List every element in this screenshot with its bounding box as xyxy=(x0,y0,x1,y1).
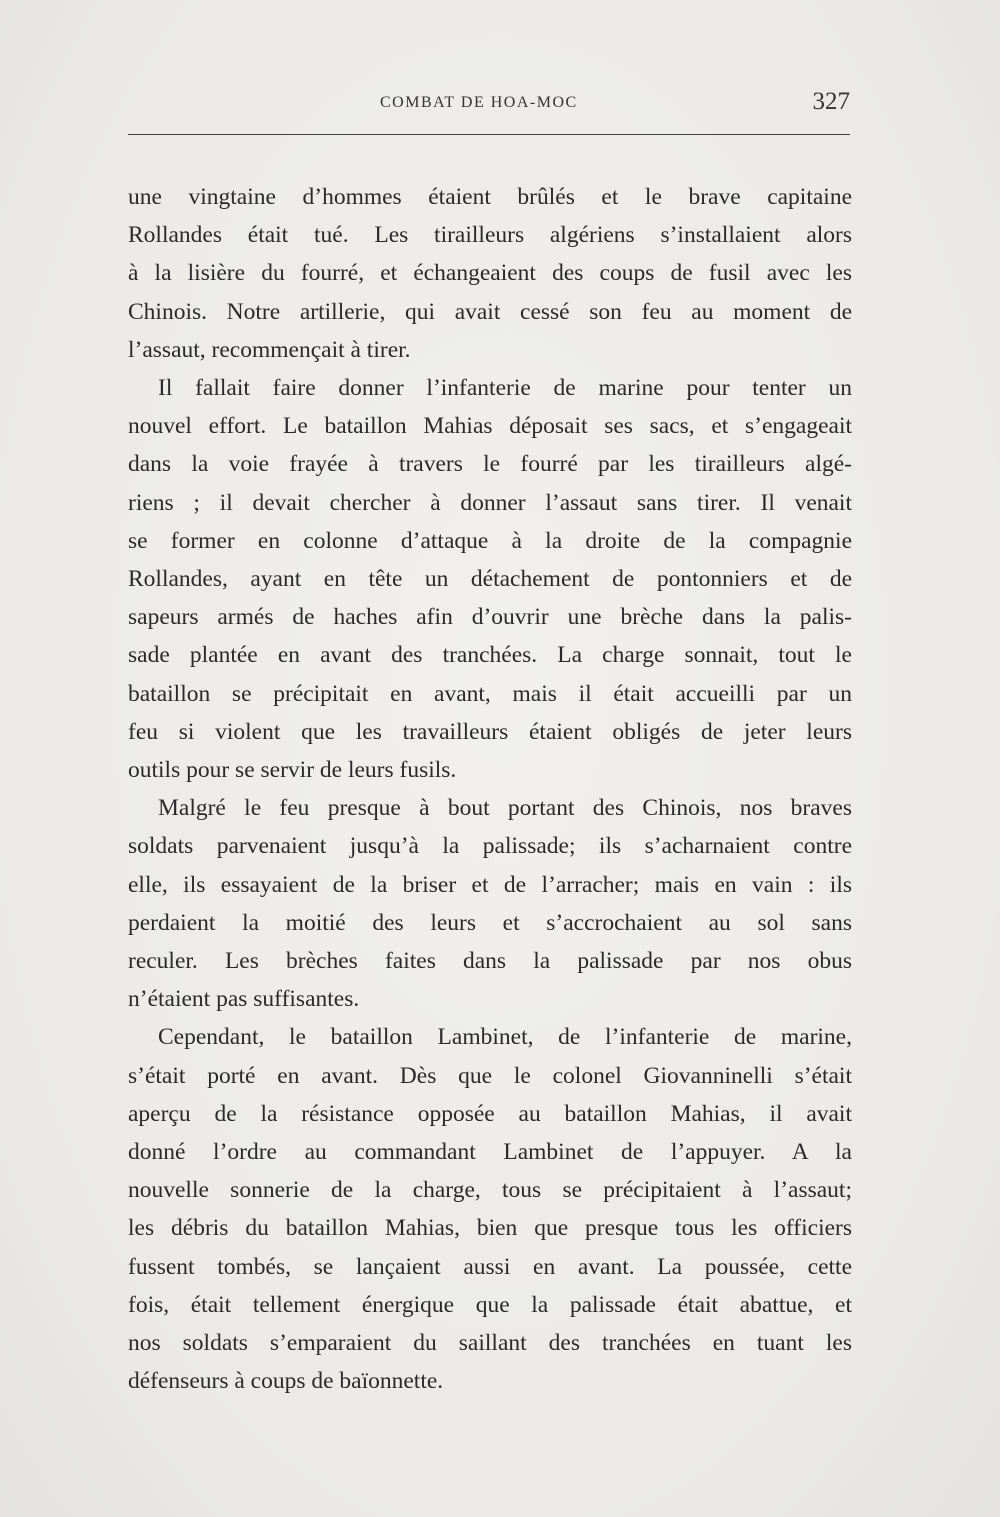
text-line: outils pour se servir de leurs fusils. xyxy=(128,757,457,784)
text-line: les débris du bataillon Mahias, bien que presque tous les officiers xyxy=(128,1215,852,1242)
text-line: fussent tombés, se lançaient aussi en avant. La poussée, cette xyxy=(128,1253,852,1280)
text-line: nouvel effort. Le bataillon Mahias déposait ses sacs, et s’engageait xyxy=(128,413,852,440)
text-line: l’assaut, recommençait à tirer. xyxy=(128,336,411,363)
text-line: perdaient la moitié des leurs et s’accrochaient au sol sans xyxy=(128,909,852,936)
text-line: bataillon se précipitait en avant, mais il était accueilli par un xyxy=(128,680,852,707)
text-line: Malgré le feu presque à bout portant des Chinois, nos braves xyxy=(158,795,852,822)
text-line: sade plantée en avant des tranchées. La charge sonnait, tout le xyxy=(128,642,852,669)
text-line: dans la voie frayée à travers le fourré par les tirailleurs algé- xyxy=(128,451,852,478)
text-line: donné l’ordre au commandant Lambinet de l’appuyer. A la xyxy=(128,1139,852,1166)
text-line: reculer. Les brèches faites dans la palissade par nos obus xyxy=(128,948,852,975)
body-text xyxy=(128,178,852,1401)
text-line: soldats parvenaient jusqu’à la palissade; ils s’acharnaient contre xyxy=(128,833,852,860)
text-line: elle, ils essayaient de la briser et de l’arracher; mais en vain : ils xyxy=(128,871,852,898)
running-head xyxy=(128,88,850,120)
text-line: riens ; il devait chercher à donner l’assaut sans tirer. Il venait xyxy=(128,489,852,516)
text-line: Cependant, le bataillon Lambinet, de l’infanterie de marine, xyxy=(158,1024,852,1051)
paragraph xyxy=(128,1018,852,1400)
text-line: se former en colonne d’attaque à la droite de la compagnie xyxy=(128,527,852,554)
page-number: 327 xyxy=(812,88,850,115)
text-line: Chinois. Notre artillerie, qui avait cessé son feu au moment de xyxy=(128,298,852,325)
text-line: n’étaient pas suffisantes. xyxy=(128,986,360,1013)
paragraph xyxy=(128,369,852,789)
text-line: s’était porté en avant. Dès que le colonel Giovanninelli s’était xyxy=(128,1062,852,1089)
text-line: une vingtaine d’hommes étaient brûlés et le brave capitaine xyxy=(128,184,852,210)
running-title: COMBAT DE HOA-MOC xyxy=(380,94,578,111)
text-line: défenseurs à coups de baïonnette. xyxy=(128,1368,444,1395)
text-line: feu si violent que les travailleurs étaient obligés de jeter leurs xyxy=(128,718,852,745)
text-line: Rollandes, ayant en tête un détachement de pontonniers et de xyxy=(128,566,852,593)
text-line: Rollandes était tué. Les tirailleurs algériens s’installaient alors xyxy=(128,222,852,249)
text-line: à la lisière du fourré, et échangeaient des coups de fusil avec les xyxy=(128,260,852,287)
header-rule xyxy=(128,134,850,135)
text-line: nos soldats s’emparaient du saillant des tranchées en tuant les xyxy=(128,1330,852,1357)
text-line: Il fallait faire donner l’infanterie de marine pour tenter un xyxy=(158,375,852,402)
text-line: fois, était tellement énergique que la palissade était abattue, et xyxy=(128,1291,852,1318)
text-line: sapeurs armés de haches afin d’ouvrir une brèche dans la palis- xyxy=(128,604,852,631)
text-line: nouvelle sonnerie de la charge, tous se précipitaient à l’assaut; xyxy=(128,1177,852,1204)
paragraph xyxy=(128,789,852,1018)
paragraph xyxy=(128,178,852,369)
text-line: aperçu de la résistance opposée au bataillon Mahias, il avait xyxy=(128,1100,852,1127)
